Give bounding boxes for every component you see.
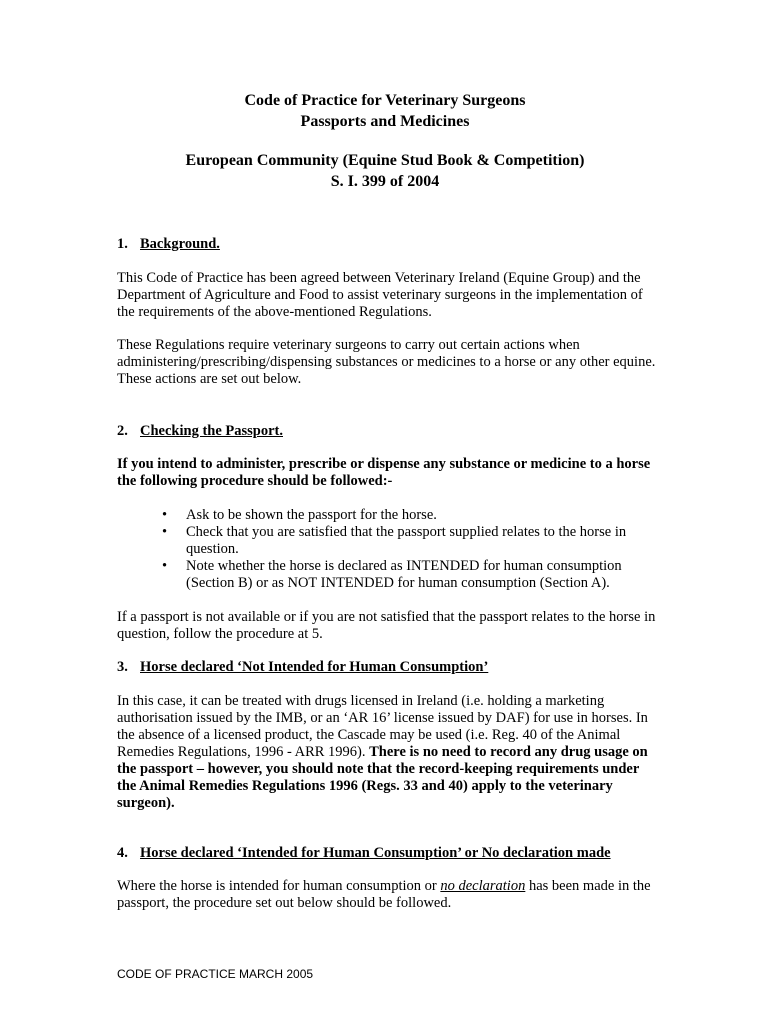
- section-2-bullet-list: [117, 507, 657, 592]
- document-subtitle: [0, 150, 770, 192]
- section-1-paragraph-1: This Code of Practice has been agreed between Veterinary Ireland (Equine Group) and the Department of Agriculture and Food to assist veterinary surgeons in the implementation of the requirements of the above-mentioned Regulations.: [117, 270, 643, 320]
- section-1-paragraph-2: These Regulations require veterinary surgeons to carry out certain actions when administering/prescribing/dispensing substances or medicines to a horse or any other equine. These actions are set out below.: [117, 337, 656, 387]
- section-4-paragraph: [117, 878, 657, 912]
- section-3-number: 3.: [117, 659, 128, 675]
- list-item: [117, 507, 657, 524]
- section-3-text: In this case, it can be treated with drugs licensed in Ireland (i.e. holding a marketing authorisation issued by the IMB, or an ‘AR 16’ license issued by DAF) for use in horses. In the absence of a licensed product, the Cascade may be used (i.e. Reg. 40 of the Animal Remedies Regulations, 1996 - ARR 1996).: [117, 693, 648, 760]
- section-1-heading: [117, 236, 220, 253]
- section-4-text-after: has been made in the passport, the procedure set out below should be followed.: [117, 878, 651, 911]
- list-item: [117, 524, 657, 558]
- title-line-3: European Community (Equine Stud Book & Competition): [185, 152, 585, 169]
- list-item: [117, 558, 657, 592]
- title-line-4: S. I. 399 of 2004: [330, 173, 440, 190]
- section-4-heading: [117, 845, 611, 862]
- section-3-heading: [117, 659, 488, 676]
- bullet-icon: •: [162, 558, 168, 574]
- bullet-text: Note whether the horse is declared as INTENDED for human consumption (Section B) or as NOT INTENDED for human consumption (Section A).: [186, 558, 622, 591]
- title-line-2: Passports and Medicines: [300, 113, 470, 130]
- section-4-text-before: Where the horse is intended for human consumption or: [117, 878, 441, 894]
- section-4-title: Horse declared ‘Intended for Human Consumption’ or No declaration made: [140, 845, 611, 861]
- section-2-number: 2.: [117, 423, 128, 439]
- title-line-1: Code of Practice for Veterinary Surgeons: [244, 92, 526, 109]
- section-4-emphasis: no declaration: [440, 878, 526, 894]
- page-footer: CODE OF PRACTICE MARCH 2005: [117, 967, 314, 981]
- bullet-icon: •: [162, 524, 168, 540]
- bullet-text: Check that you are satisfied that the passport supplied relates to the horse in question.: [186, 524, 627, 557]
- section-3-title: Horse declared ‘Not Intended for Human Consumption’: [140, 659, 489, 675]
- section-2-intro: If you intend to administer, prescribe or dispense any substance or medicine to a horse the following procedure should be followed:-: [117, 456, 651, 489]
- section-3-bold-text: There is no need to record any drug usage on the passport – however, you should note that the record-keeping requirements under the Animal Remedies Regulations 1996 (Regs. 33 and 40) apply to the veterinary surgeon).: [117, 744, 648, 811]
- section-2-title: Checking the Passport.: [140, 423, 283, 439]
- section-4-number: 4.: [117, 845, 128, 861]
- section-1-title: Background.: [140, 236, 220, 252]
- bullet-text: Ask to be shown the passport for the horse.: [186, 507, 437, 523]
- section-2-outro: If a passport is not available or if you are not satisfied that the passport relates to the horse in question, follow the procedure at 5.: [117, 609, 656, 642]
- bullet-icon: •: [162, 507, 168, 523]
- section-3-paragraph: [117, 693, 657, 812]
- section-2-heading: [117, 423, 283, 440]
- document-title: [0, 90, 770, 132]
- section-1-number: 1.: [117, 236, 128, 252]
